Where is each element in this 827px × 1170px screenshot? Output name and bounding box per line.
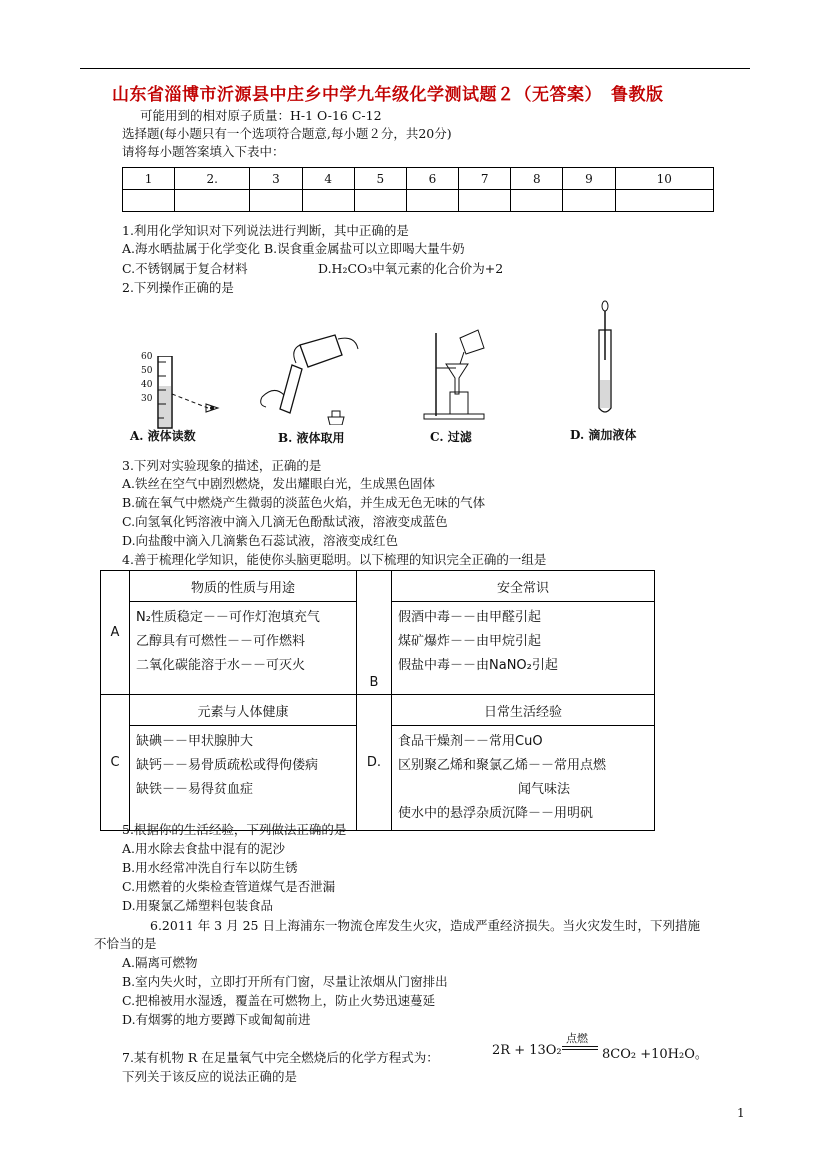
answer-number-row <box>123 168 714 190</box>
answer-number: 4 <box>302 168 354 190</box>
heading-c: 元素与人体健康 <box>130 695 357 726</box>
knowledge-table <box>100 570 655 831</box>
cell-b <box>392 602 655 695</box>
answer-cell[interactable] <box>123 190 175 212</box>
fill-in-instruction: 请将每小题答案填入下表中： <box>122 144 285 159</box>
heading-b: 安全常识 <box>392 571 655 602</box>
pouring-liquid-icon <box>250 325 370 425</box>
answer-cell[interactable] <box>459 190 511 212</box>
section-heading: 选择题(每小题只有一个选项符合题意,每小题２分，共20分) <box>122 126 452 141</box>
cell-c-line: 缺铁－－易得贫血症 <box>136 782 254 797</box>
cell-a <box>130 602 357 695</box>
answer-cell[interactable] <box>250 190 302 212</box>
cell-d-line: 闻气味法 <box>518 782 571 797</box>
equation-arrow <box>562 1046 598 1050</box>
filtration-icon <box>420 328 500 423</box>
caption-a: A. 液体读数 <box>130 429 196 443</box>
answer-cell[interactable] <box>354 190 406 212</box>
q1-options-ab: A.海水晒盐属于化学变化 B.误食重金属盐可以立即喝大量牛奶 <box>122 241 465 256</box>
tick-label: 40 <box>141 380 153 390</box>
q3-option-a: A.铁丝在空气中剧烈燃烧，发出耀眼白光，生成黑色固体 <box>122 476 436 491</box>
q2-stem: 2.下列操作正确的是 <box>122 280 234 295</box>
q5-stem: 5.根据你的生活经验，下列做法正确的是 <box>122 822 347 837</box>
answer-number: 9 <box>563 168 615 190</box>
q5-option-c: C.用燃着的火柴检查管道煤气是否泄漏 <box>122 879 336 894</box>
q5-option-d: D.用聚氯乙烯塑料包装食品 <box>122 898 274 913</box>
header-rule <box>80 68 750 69</box>
answer-number: 3 <box>250 168 302 190</box>
answer-cell[interactable] <box>406 190 458 212</box>
q1-option-d: D.H₂CO₃中氧元素的化合价为+2 <box>318 261 504 276</box>
answer-number: 1 <box>123 168 175 190</box>
atomic-mass-note: 可能用到的相对原子质量：H-1 O-16 C-12 <box>140 108 382 123</box>
tick-label: 60 <box>141 352 153 362</box>
answer-cell[interactable] <box>302 190 354 212</box>
answer-number: 8 <box>511 168 563 190</box>
q3-option-c: C.向氢氧化钙溶液中滴入几滴无色酚酞试液，溶液变成蓝色 <box>122 514 448 529</box>
q6-stem-line2: 不恰当的是 <box>94 936 157 951</box>
q3-stem: 3.下列对实验现象的描述，正确的是 <box>122 458 322 473</box>
tick-label: 30 <box>141 394 153 404</box>
caption-c: C. 过滤 <box>430 430 472 444</box>
cell-a-line: 乙醇具有可燃性－－可作燃料 <box>136 634 306 649</box>
q6-option-c: C.把棉被用水湿透，覆盖在可燃物上，防止火势迅速蔓延 <box>122 993 436 1008</box>
q3-option-b: B.硫在氧气中燃烧产生微弱的淡蓝色火焰，并生成无色无味的气体 <box>122 495 486 510</box>
option-letter-b: B <box>357 571 392 695</box>
equation-right: 8CO₂ +10H₂O。 <box>602 1047 708 1062</box>
equation-condition: 点燃 <box>566 1032 588 1045</box>
q7-follow-up: 下列关于该反应的说法正确的是 <box>122 1069 298 1084</box>
answer-table <box>122 167 714 212</box>
answer-number: 5 <box>354 168 406 190</box>
cell-b-line: 假盐中毒－－由NaNO₂引起 <box>398 658 558 673</box>
cell-a-line: 二氧化碳能溶于水－－可灭火 <box>136 658 306 673</box>
lab-figure-a <box>128 352 258 466</box>
q7-stem: 7.某有机物 R 在足量氧气中完全燃烧后的化学方程式为： <box>122 1050 439 1065</box>
answer-cell[interactable] <box>563 190 615 212</box>
option-letter-d: D. <box>357 695 392 831</box>
lab-figure-c <box>420 328 550 444</box>
answer-cell[interactable] <box>175 190 250 212</box>
caption-d: D. 滴加液体 <box>570 428 637 442</box>
cell-b-line: 假酒中毒－－由甲醛引起 <box>398 610 542 625</box>
tick-label: 50 <box>141 366 153 376</box>
answer-number: 6 <box>406 168 458 190</box>
q6-option-b: B.室内失火时，立即打开所有门窗，尽量让浓烟从门窗排出 <box>122 974 448 989</box>
caption-b: B. 液体取用 <box>278 431 345 445</box>
dropper-icon <box>560 300 650 420</box>
cell-c <box>130 726 357 831</box>
cell-a-line: N₂性质稳定－－可作灯泡填充气 <box>136 610 320 625</box>
q1-option-c: C.不锈钢属于复合材料 <box>122 261 248 276</box>
heading-a: 物质的性质与用途 <box>130 571 357 602</box>
cell-d <box>392 726 655 831</box>
answer-cell[interactable] <box>511 190 563 212</box>
page-title: 山东省淄博市沂源县中庄乡中学九年级化学测试题２（无答案） 鲁教版 <box>112 85 664 105</box>
cell-d-line: 区别聚乙烯和聚氯乙烯－－常用点燃 <box>398 758 607 773</box>
cell-d-line: 食品干燥剂－－常用CuO <box>398 734 543 749</box>
q1-stem: 1.利用化学知识对下列说法进行判断，其中正确的是 <box>122 223 409 238</box>
cell-d-line: 使水中的悬浮杂质沉降－－用明矾 <box>398 806 594 821</box>
option-letter-c: C <box>101 695 130 831</box>
cell-b-line: 煤矿爆炸－－由甲烷引起 <box>398 634 542 649</box>
equation-left: 2R + 13O₂ <box>492 1043 562 1058</box>
answer-cell[interactable] <box>615 190 713 212</box>
heading-d: 日常生活经验 <box>392 695 655 726</box>
q6-option-a: A.隔离可燃物 <box>122 955 198 970</box>
q6-stem-line1: 6.2011 年 3 月 25 日上海浦东一物流仓库发生火灾，造成严重经济损失。当火灾发生时，下列措施 <box>150 918 700 933</box>
q6-option-d: D.有烟雾的地方要蹲下或匍匐前进 <box>122 1012 311 1027</box>
lab-figure-b <box>250 325 380 445</box>
cell-c-line: 缺钙－－易骨质疏松或得佝偻病 <box>136 758 319 773</box>
lab-figure-d <box>560 300 690 442</box>
q4-stem: 4.善于梳理化学知识，能使你头脑更聪明。以下梳理的知识完全正确的一组是 <box>122 552 547 567</box>
cell-c-line: 缺碘－－甲状腺肿大 <box>136 734 254 749</box>
answer-number: 10 <box>615 168 713 190</box>
q5-option-b: B.用水经常冲洗自行车以防生锈 <box>122 860 298 875</box>
option-letter-a: A <box>101 571 130 695</box>
answer-number: 7 <box>459 168 511 190</box>
answer-blank-row[interactable] <box>123 190 714 212</box>
q5-option-a: A.用水除去食盐中混有的泥沙 <box>122 841 286 856</box>
answer-number: 2. <box>175 168 250 190</box>
q3-option-d: D.向盐酸中滴入几滴紫色石蕊试液，溶液变成红色 <box>122 533 399 548</box>
page-number: 1 <box>737 1106 745 1120</box>
